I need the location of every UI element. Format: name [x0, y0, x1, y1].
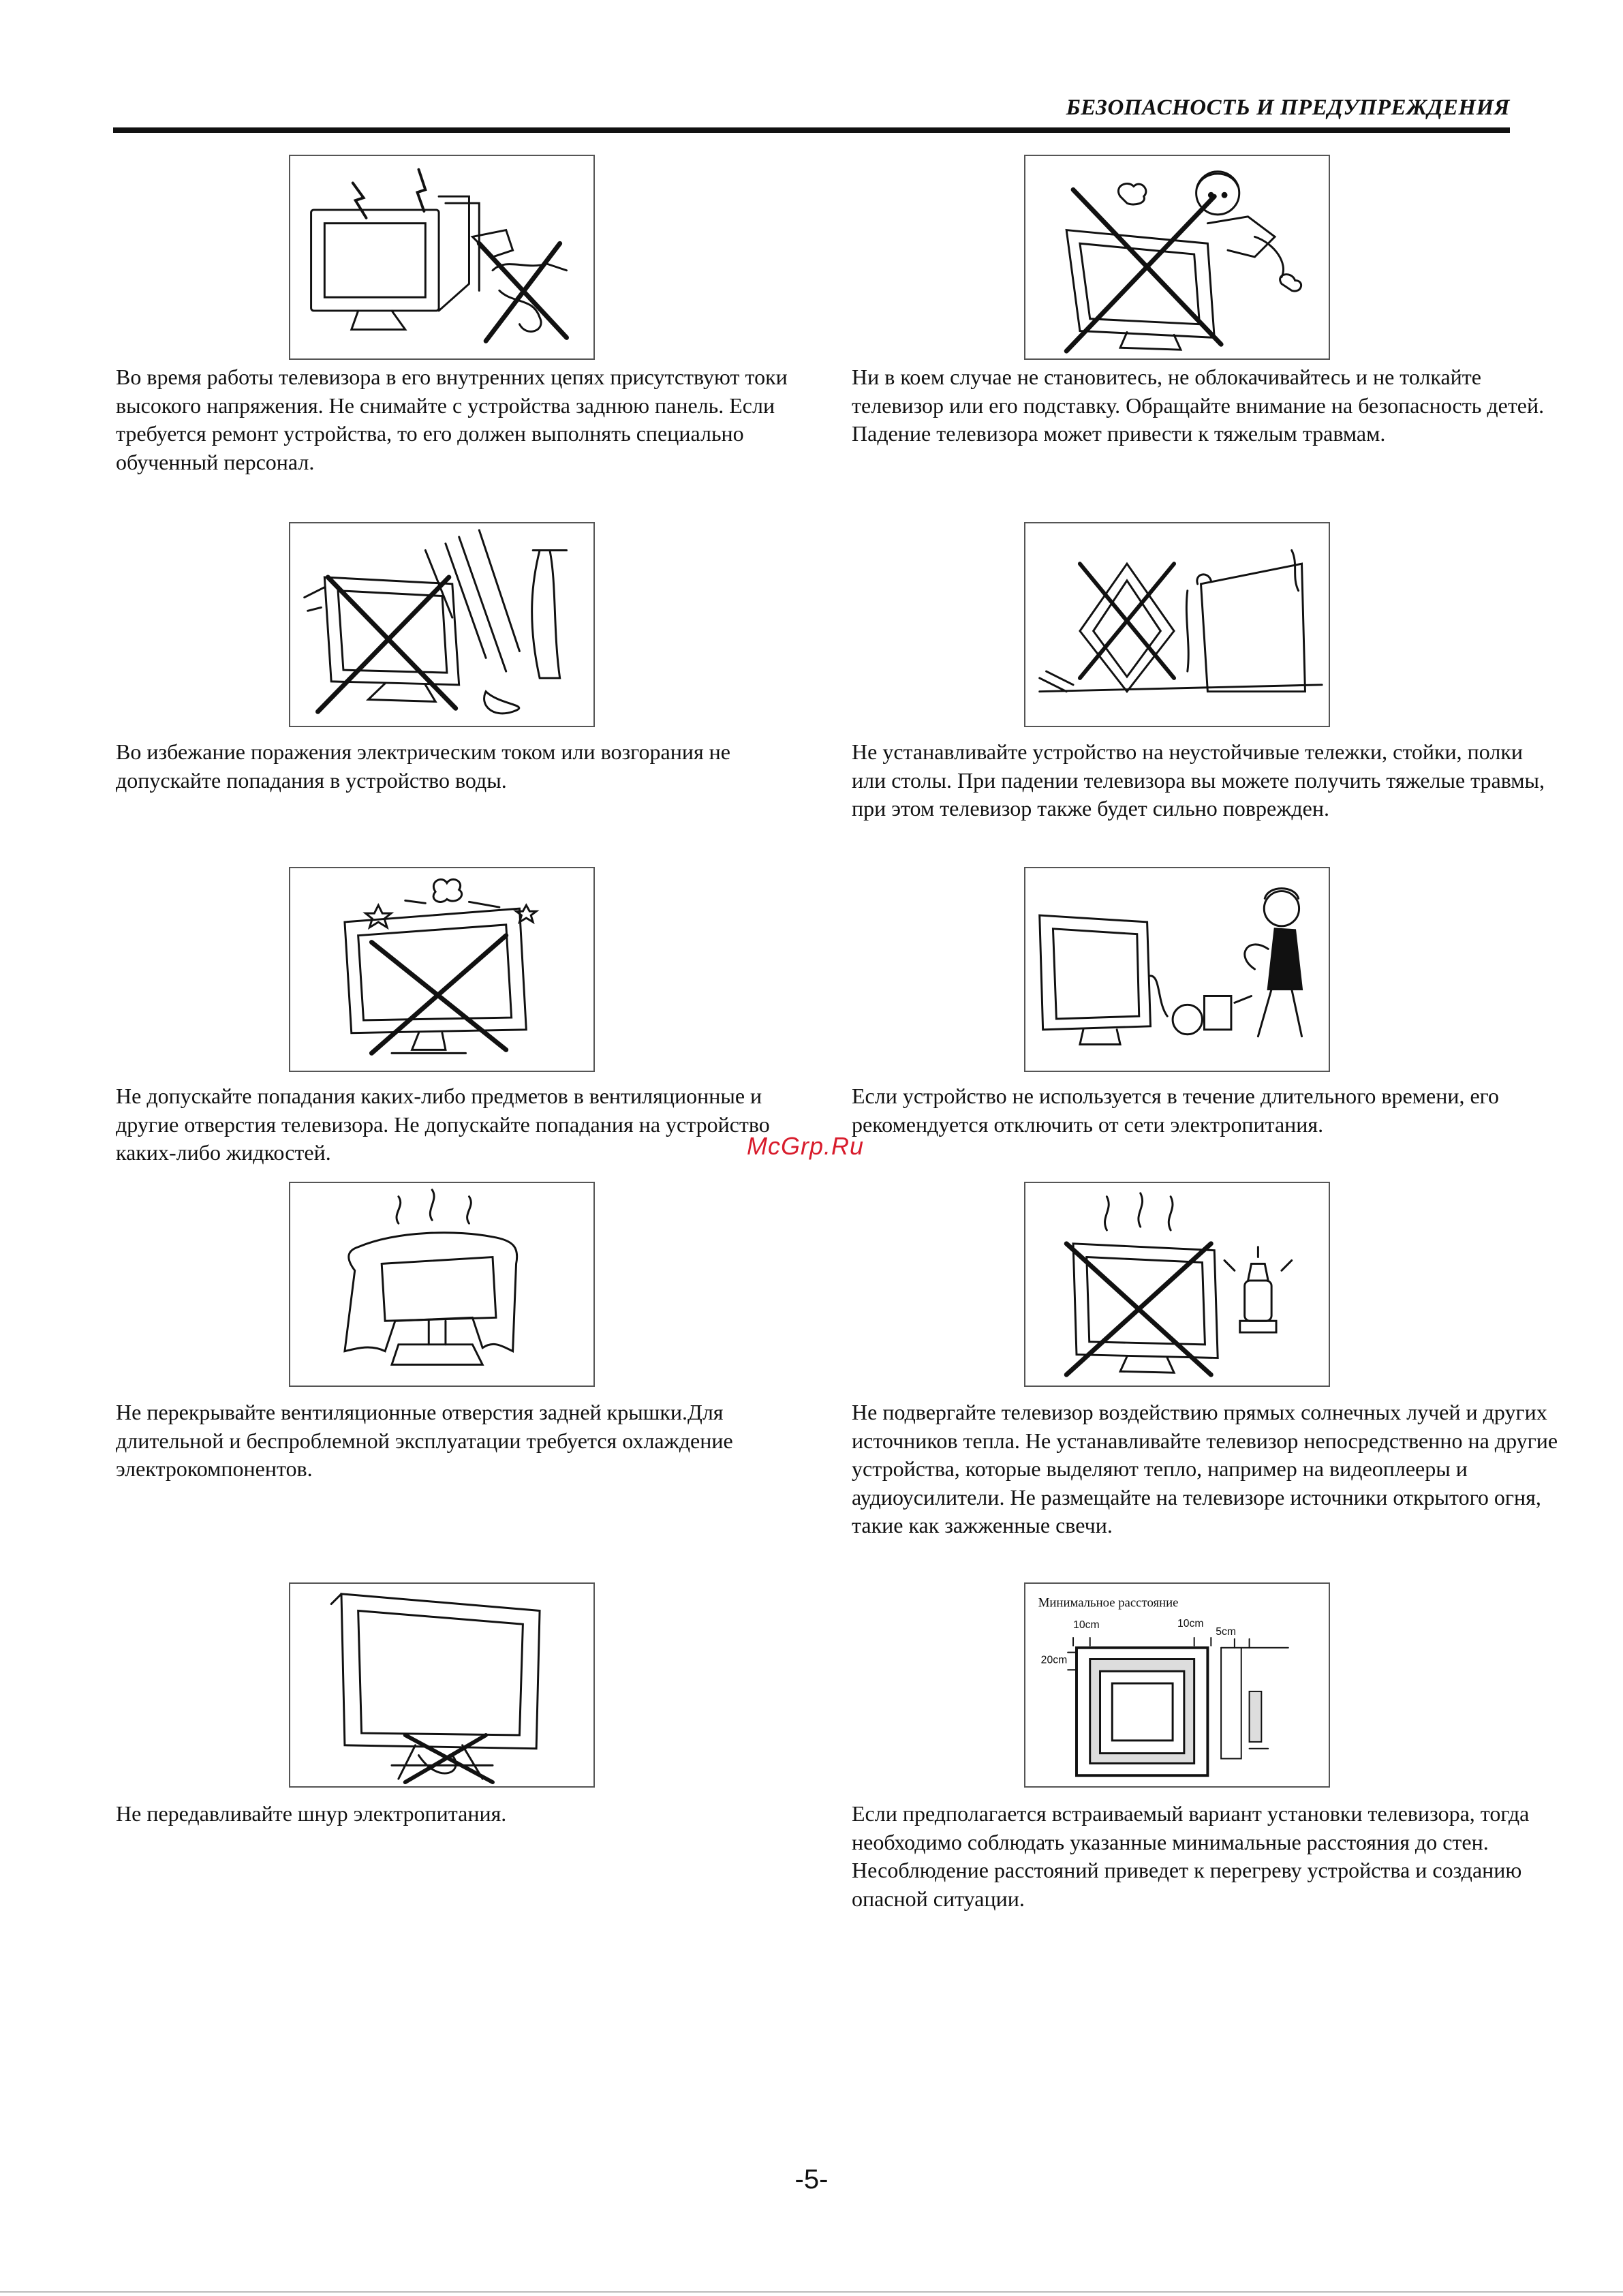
warning-text-no-heat: Не подвергайте телевизор воздействию прямых солнечных лучей и других источников тепла. Не устанавливайте телевизор непосредственно на другие устройства, которые выделяют тепло, например на видеоплееры и аудиоусилители. Не размещайте на телевизоре источники открытого огня, такие как зажженные свечи. — [852, 1400, 1558, 1537]
clearance-label-side: 5cm — [1216, 1625, 1237, 1638]
watermark: McGrp.Ru — [747, 1132, 865, 1160]
illustration-no-covering — [289, 1182, 595, 1387]
page-number: -5- — [794, 2164, 829, 2194]
illustration-power-cord — [289, 1582, 595, 1788]
illustration-no-heat — [1024, 1182, 1330, 1387]
warning-text-no-water: Во избежание поражения электрическим током или возгорания не допускайте попадания в устройство воды. — [116, 739, 730, 793]
warning-text-no-covering: Не перекрывайте вентиляционные отверстия задней крышки.Для длительной и беспроблемной эксплуатации требуется охлаждение электрокомпонентов. — [116, 1400, 733, 1481]
warning-text-no-objects: Не допускайте попадания каких-либо предметов в вентиляционные и другие отверстия телевизора. Не допускайте попадания на устройство каких-либо жидкостей. — [116, 1084, 770, 1165]
illustration-high-voltage — [289, 155, 595, 360]
clearance-label-top-left: 10cm — [1073, 1619, 1100, 1632]
header-rule — [113, 127, 1510, 133]
illustration-no-water — [289, 522, 595, 727]
illustration-no-leaning — [1024, 155, 1330, 360]
clearance-label-left: 20cm — [1040, 1654, 1068, 1666]
page-header-title: БЕЗОПАСНОСТЬ И ПРЕДУПРЕЖДЕНИЯ — [1066, 95, 1510, 120]
illustration-unplug — [1024, 867, 1330, 1072]
warning-text-high-voltage: Во время работы телевизора в его внутренних цепях присутствуют токи высокого напряжения. Не снимайте с устройства заднюю панель. Если требуется ремонт устройства, то его должен выполнять специально обученный персонал. — [116, 365, 788, 474]
warning-text-no-leaning: Ни в коем случае не становитесь, не облокачивайтесь и не толкайте телевизор или его подставку. Обращайте внимание на безопасность детей. Падение телевизора может привести к тяжелым травмам. — [852, 365, 1545, 446]
warning-text-power-cord: Не передавливайте шнур электропитания. — [116, 1801, 507, 1826]
illustration-no-objects — [289, 867, 595, 1072]
clearance-title: Минимальное расстояние — [1038, 1595, 1179, 1610]
footer-line — [0, 2291, 1623, 2293]
warning-text-unplug: Если устройство не используется в течение длительного времени, его рекомендуется отключить от сети электропитания. — [852, 1084, 1499, 1137]
warning-text-clearance: Если предполагается встраиваемый вариант установки телевизора, тогда необходимо соблюдать указанные минимальные расстояния до стен. Несоблюдение расстояний приведет к перегреву устройства и созданию опасной ситуации. — [852, 1801, 1530, 1911]
warning-text-unstable-stand: Не устанавливайте устройство на неустойчивые тележки, стойки, полки или столы. При падении телевизора вы можете получить тяжелые травмы, при этом телевизор также будет сильно поврежден. — [852, 739, 1545, 821]
clearance-label-top-right: 10cm — [1177, 1618, 1204, 1630]
illustration-unstable-stand — [1024, 522, 1330, 727]
illustration-clearance — [1024, 1582, 1330, 1788]
